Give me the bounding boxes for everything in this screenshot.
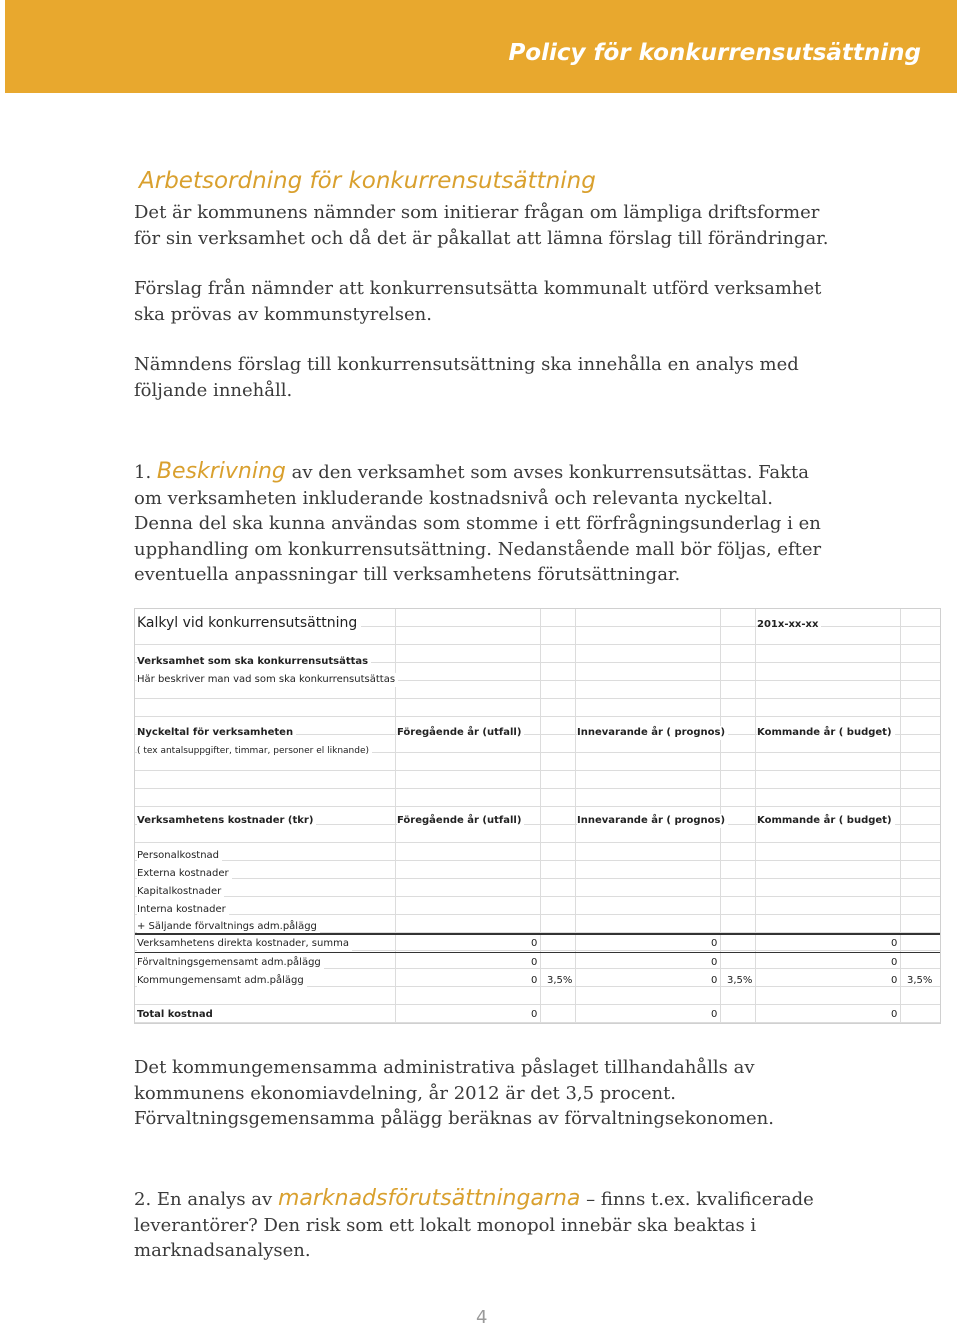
col-prev-1: Föregående år (utfall): [397, 726, 524, 740]
value-summa-current: 0: [711, 938, 718, 949]
col-current-2: Innevarande år ( prognos): [577, 814, 728, 828]
verksamhet-heading: Verksamhet som ska konkurrensutsättas: [137, 655, 371, 669]
row-label: Externa kostnader: [137, 867, 232, 881]
value-forv-current: 0: [711, 957, 718, 968]
value-summa-next: 0: [891, 938, 898, 949]
header-title: Policy för konkurrensutsättning: [508, 40, 921, 66]
page-number: 4: [476, 1307, 488, 1328]
row-label: Förvaltningsgemensamt adm.pålägg: [137, 956, 324, 970]
nyckeltal-heading: Nyckeltal för verksamheten: [137, 726, 296, 740]
row-label: + Säljande förvaltnings adm.pålägg: [137, 920, 320, 934]
value-forv-prev: 0: [531, 957, 538, 968]
paragraph-5: Det kommungemensamma administrativa påslaget tillhandahålls av kommunens ekonomiavdelning, år 2012 är det 3,5 procent. Förvaltningsgemensamma pålägg beräknas av förvaltningsekonomen.: [134, 1057, 774, 1129]
row-label: Personalkostnad: [137, 849, 222, 863]
col-next-2: Kommande år ( budget): [757, 814, 895, 828]
verksamhet-desc: Här beskriver man vad som ska konkurrensutsättas: [137, 673, 398, 687]
rate-kommun-prev: 3,5%: [547, 975, 573, 986]
row-label: Verksamhetens direkta kostnader, summa: [137, 937, 352, 951]
value-kommun-prev: 0: [531, 975, 538, 986]
rate-kommun-current: 3,5%: [727, 975, 753, 986]
header-band: [5, 0, 957, 93]
item-number-2: 2. En analys av: [134, 1189, 273, 1210]
calculation-sheet: [134, 608, 941, 1024]
total-label: Total kostnad: [137, 1008, 216, 1022]
value-total-prev: 0: [531, 1009, 538, 1020]
sum-separator-top: [135, 933, 940, 935]
sheet-title: Kalkyl vid konkurrensutsättning: [135, 614, 361, 632]
highlight-beskrivning: Beskrivning: [156, 459, 286, 484]
value-summa-prev: 0: [531, 938, 538, 949]
highlight-marknad: marknadsförutsättningarna: [277, 1186, 581, 1211]
value-kommun-next: 0: [891, 975, 898, 986]
row-label: Kommungemensamt adm.pålägg: [137, 974, 307, 988]
section-heading: Arbetsordning för konkurrensutsättning: [139, 168, 596, 194]
sheet-date: 201x-xx-xx: [757, 618, 821, 632]
nyckeltal-desc: ( tex antalsuppgifter, timmar, personer el liknande): [137, 744, 372, 758]
paragraph-2: Förslag från nämnder att konkurrensutsätta kommunalt utförd verksamhet ska prövas av kommunstyrelsen.: [134, 278, 822, 325]
paragraph-4-text: av den verksamhet som avses konkurrensutsättas. Fakta om verksamheten inkluderande kostnadsnivå och relevanta nyckeltal. Denna del ska kunna användas som stomme i ett förfrågningsunderlag i en upphandling om konkurrensutsättning. Nedanstående mall bör följas, efter eventuella anpassningar till verksamhetens förutsättningar.: [134, 462, 822, 585]
sum-separator-bottom: [135, 952, 940, 953]
item-number: 1.: [134, 462, 152, 483]
row-label: Kapitalkostnader: [137, 885, 224, 899]
value-kommun-current: 0: [711, 975, 718, 986]
value-forv-next: 0: [891, 957, 898, 968]
rate-kommun-next: 3,5%: [907, 975, 933, 986]
kostnader-heading: Verksamhetens kostnader (tkr): [137, 814, 316, 828]
paragraph-4: [134, 459, 834, 588]
value-total-current: 0: [711, 1009, 718, 1020]
value-total-next: 0: [891, 1009, 898, 1020]
row-label: Interna kostnader: [137, 903, 229, 917]
col-next-1: Kommande år ( budget): [757, 726, 895, 740]
paragraph-3: Nämndens förslag till konkurrensutsättning ska innehålla en analys med följande innehåll.: [134, 354, 799, 401]
paragraph-6: [134, 1186, 834, 1264]
paragraph-6-text: – finns t.ex. kvalificerade leverantörer? Den risk som ett lokalt monopol innebär ska beaktas i marknadsanalysen.: [134, 1189, 814, 1261]
col-current-1: Innevarande år ( prognos): [577, 726, 728, 740]
col-prev-2: Föregående år (utfall): [397, 814, 524, 828]
paragraph-1: Det är kommunens nämnder som initierar frågan om lämpliga driftsformer för sin verksamhet och då det är påkallat att lämna förslag till förändringar.: [134, 202, 829, 249]
